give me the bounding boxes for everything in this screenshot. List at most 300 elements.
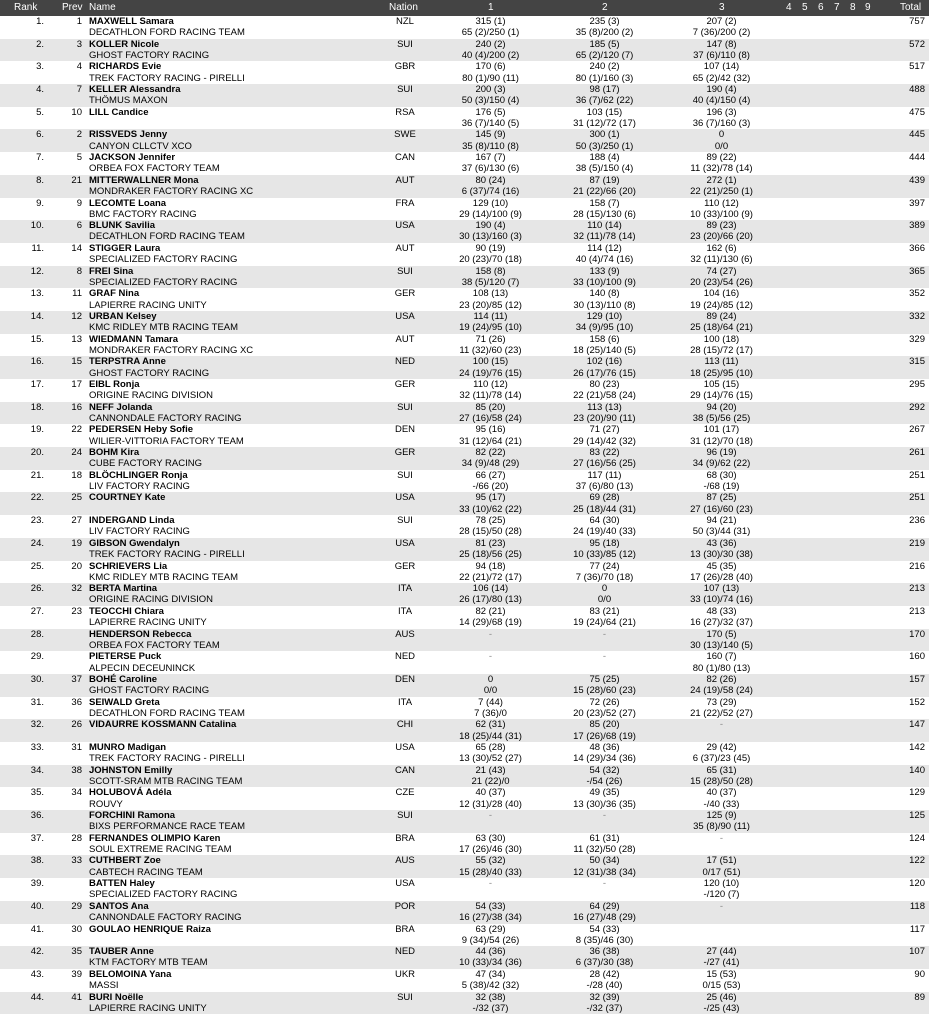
round-1-detail: 7 (36)/0 <box>474 707 507 719</box>
round-2-points: 69 (28) <box>589 492 620 504</box>
table-row <box>0 107 929 130</box>
team-name: ALPECIN DECEUNINCK <box>89 662 196 674</box>
prev-rank-cell: 17 <box>71 379 82 390</box>
total-points: 125 <box>909 810 925 822</box>
rider-name: LECOMTE Loana <box>89 197 167 209</box>
round-2-points: 48 (36) <box>589 742 620 753</box>
round-2-detail: -/28 (40) <box>586 980 623 992</box>
team-name: CABTECH RACING TEAM <box>89 866 203 878</box>
table-row <box>0 878 929 901</box>
prev-rank-cell: 27 <box>71 515 82 527</box>
total-points: 216 <box>909 560 925 572</box>
round-1-detail: 27 (16)/58 (24) <box>459 412 522 424</box>
team-name: BIXS PERFORMANCE RACE TEAM <box>89 821 246 833</box>
round-2-points: 300 (1) <box>589 129 620 141</box>
round-1-detail: 28 (15)/50 (28) <box>459 526 522 538</box>
table-row <box>0 152 929 175</box>
round-1-detail: 33 (10)/62 (22) <box>459 503 522 515</box>
prev-rank-cell: 15 <box>71 356 82 368</box>
rider-name: BOHM Kira <box>89 447 140 459</box>
team-name: DECATHLON FORD RACING TEAM <box>89 707 245 719</box>
rank-cell: 37. <box>30 832 44 844</box>
table-row <box>0 84 929 107</box>
round-3-detail: 32 (11)/130 (6) <box>690 254 753 266</box>
round-3-points: 45 (35) <box>706 560 737 572</box>
prev-rank-cell: 8 <box>76 265 82 277</box>
nation-cell: AUS <box>395 855 415 867</box>
team-name: CANNONDALE FACTORY RACING <box>89 412 242 424</box>
nation-cell: BRA <box>395 923 415 935</box>
round-2-points: 95 (18) <box>589 537 620 549</box>
rank-cell: 36. <box>30 810 44 822</box>
rank-cell: 29. <box>30 651 44 663</box>
rank-cell: 9. <box>36 197 44 209</box>
round-3-detail: 40 (4)/150 (4) <box>692 95 751 107</box>
table-row <box>0 334 929 357</box>
round-3-points: 110 (12) <box>704 197 739 209</box>
round-2-points: 188 (4) <box>589 152 620 164</box>
round-3-points: 48 (33) <box>706 605 737 617</box>
nation-cell: NED <box>394 946 416 958</box>
rider-name: VIDAURRE KOSSMANN Catalina <box>89 719 237 731</box>
team-name: ORIGINE RACING DIVISION <box>89 390 214 402</box>
team-name: LAPIERRE RACING UNITY <box>89 617 207 629</box>
prev-rank-cell: 12 <box>71 310 82 322</box>
nation-cell: USA <box>395 742 415 753</box>
table-row <box>0 674 929 697</box>
table-row <box>0 61 929 84</box>
round-3-points: 73 (29) <box>706 696 737 708</box>
nation-cell: USA <box>395 537 415 549</box>
table-row <box>0 379 929 402</box>
round-1-detail: 20 (23)/70 (18) <box>459 254 522 266</box>
prev-rank-cell: 25 <box>71 492 82 504</box>
round-2-points: 72 (26) <box>589 696 620 708</box>
round-1-points: 167 (7) <box>475 152 506 164</box>
round-2-detail: 32 (11)/78 (14) <box>573 231 636 243</box>
round-2-points: 64 (29) <box>589 900 620 912</box>
round-2-points: 64 (30) <box>589 515 620 527</box>
team-name: LIV FACTORY RACING <box>89 481 190 493</box>
round-1-points: 94 (18) <box>475 560 506 572</box>
rank-cell: 21. <box>30 469 44 481</box>
round-1-detail: 15 (28)/40 (33) <box>459 866 522 878</box>
table-row <box>0 606 929 629</box>
total-points: 122 <box>909 855 925 867</box>
round-3-points: 15 (53) <box>706 968 737 980</box>
table-row <box>0 492 929 515</box>
round-3-detail: 17 (26)/28 (40) <box>690 571 753 583</box>
rider-name: JACKSON Jennifer <box>89 152 176 164</box>
nation-cell: ITA <box>397 605 413 617</box>
prev-rank-cell: 36 <box>71 696 82 708</box>
rider-name: KOLLER Nicole <box>89 38 160 50</box>
round-3-points: 96 (19) <box>706 447 737 459</box>
team-name: SOUL EXTREME RACING TEAM <box>89 844 232 856</box>
round-3-points: 190 (4) <box>706 84 737 96</box>
team-name: CANYON CLLCTV XCO <box>89 140 192 152</box>
team-name: CUBE FACTORY RACING <box>89 458 202 470</box>
round-1-points: 63 (30) <box>475 832 506 844</box>
round-1-points: 108 (13) <box>472 288 509 300</box>
table-row <box>0 765 929 788</box>
prev-rank-cell: 18 <box>71 469 82 481</box>
round-1-points: 158 (8) <box>475 265 506 277</box>
header-prev: Prev <box>62 2 83 13</box>
round-2-detail: 80 (1)/160 (3) <box>575 72 634 84</box>
round-1-points: 78 (25) <box>475 515 506 527</box>
prev-rank-cell: 37 <box>71 673 82 685</box>
round-3-points: 147 (8) <box>706 38 737 50</box>
round-3-points: 68 (30) <box>706 469 737 481</box>
round-2-detail: 10 (33)/85 (12) <box>573 549 636 561</box>
nation-cell: SWE <box>394 129 416 141</box>
total-points: 365 <box>909 265 925 277</box>
table-row <box>0 311 929 334</box>
round-1-points: 129 (10) <box>472 197 509 209</box>
round-1-detail: 65 (2)/250 (1) <box>461 27 520 39</box>
round-2-points: 185 (5) <box>589 38 620 50</box>
team-name: LAPIERRE RACING UNITY <box>89 299 207 311</box>
nation-cell: GER <box>394 288 416 300</box>
rank-cell: 20. <box>30 447 44 459</box>
round-2-points: 235 (3) <box>589 16 620 27</box>
table-row <box>0 719 929 742</box>
round-1-detail: 5 (38)/42 (32) <box>461 980 520 992</box>
round-3-points: 107 (14) <box>703 61 740 73</box>
round-1-points: 0 <box>487 673 494 685</box>
round-3-points: 101 (17) <box>703 424 740 436</box>
round-1-detail: 10 (33)/34 (36) <box>459 957 522 969</box>
round-3-points: - <box>719 832 724 844</box>
round-1-detail: 37 (6)/130 (6) <box>461 163 520 175</box>
round-3-points: 170 (5) <box>706 628 737 640</box>
team-name: ROUVY <box>89 798 123 810</box>
rider-name: CUTHBERT Zoe <box>89 855 161 867</box>
round-1-detail: 16 (27)/38 (34) <box>459 912 522 924</box>
round-1-points: 81 (23) <box>475 537 506 549</box>
rider-name: TEOCCHI Chiara <box>89 605 164 617</box>
nation-cell: USA <box>395 220 415 232</box>
round-3-detail: 30 (13)/140 (5) <box>690 639 753 651</box>
round-3-detail: 11 (32)/78 (14) <box>690 163 753 175</box>
rider-name: RICHARDS Evie <box>89 61 162 73</box>
round-2-detail: 28 (15)/130 (6) <box>573 208 636 220</box>
rider-name: BELOMOINA Yana <box>89 968 172 980</box>
prev-rank-cell: 19 <box>71 537 82 549</box>
nation-cell: ITA <box>397 696 413 708</box>
round-3-detail: -/25 (43) <box>703 1002 740 1014</box>
rank-cell: 7. <box>36 152 44 164</box>
round-2-detail: 20 (23)/52 (27) <box>573 707 636 719</box>
header-round-1: 1 <box>488 2 494 13</box>
round-3-points: 89 (22) <box>706 152 737 164</box>
round-1-points: 54 (33) <box>475 900 506 912</box>
rank-cell: 27. <box>30 605 44 617</box>
rider-name: PIETERSE Puck <box>89 651 162 663</box>
round-1-detail: 30 (13)/160 (3) <box>459 231 522 243</box>
team-name: MASSI <box>89 980 119 992</box>
round-2-points: 75 (25) <box>589 673 620 685</box>
round-1-detail: 50 (3)/150 (4) <box>461 95 520 107</box>
header-round-7: 7 <box>834 2 840 13</box>
round-1-points: 40 (37) <box>475 787 506 799</box>
round-1-points: - <box>488 878 493 890</box>
round-2-points: 117 (11) <box>587 469 622 481</box>
nation-cell: GBR <box>394 61 416 73</box>
round-2-points: 0 <box>601 583 608 595</box>
round-1-detail: 22 (21)/72 (17) <box>459 571 522 583</box>
rider-name: MITTERWALLNER Mona <box>89 174 199 186</box>
round-1-points: 65 (28) <box>475 742 506 753</box>
table-row <box>0 855 929 878</box>
total-points: 444 <box>909 152 925 164</box>
total-points: 118 <box>909 900 925 912</box>
prev-rank-cell: 14 <box>71 242 82 254</box>
nation-cell: NED <box>394 651 416 663</box>
nation-cell: USA <box>395 878 415 890</box>
prev-rank-cell: 34 <box>71 787 82 799</box>
prev-rank-cell: 33 <box>71 855 82 867</box>
round-3-points: 89 (24) <box>706 310 737 322</box>
round-3-detail: 0/0 <box>714 140 729 152</box>
prev-rank-cell: 38 <box>71 764 82 776</box>
round-2-detail: 30 (13)/110 (8) <box>573 299 636 311</box>
prev-rank-cell: 10 <box>71 106 82 118</box>
round-3-detail: 50 (3)/44 (31) <box>692 526 751 538</box>
nation-cell: ITA <box>397 583 413 595</box>
round-1-detail: 12 (31)/28 (40) <box>459 798 522 810</box>
round-2-detail: 21 (22)/66 (20) <box>573 186 636 198</box>
header-rank: Rank <box>14 2 38 13</box>
round-2-points: 103 (15) <box>586 106 623 118</box>
team-name: GHOST FACTORY RACING <box>89 685 210 697</box>
round-3-detail: 25 (18)/64 (21) <box>690 322 753 334</box>
round-3-detail: -/27 (41) <box>703 957 740 969</box>
nation-cell: GER <box>394 560 416 572</box>
team-name: SCOTT-SRAM MTB RACING TEAM <box>89 775 243 787</box>
round-3-points: 162 (6) <box>706 242 737 254</box>
header-round-8: 8 <box>850 2 856 13</box>
nation-cell: SUI <box>397 469 413 481</box>
rank-cell: 25. <box>30 560 44 572</box>
round-1-detail: 40 (4)/200 (2) <box>461 49 520 61</box>
rider-name: FORCHINI Ramona <box>89 810 176 822</box>
total-points: 129 <box>909 787 925 799</box>
header-nation: Nation <box>389 2 418 13</box>
round-3-points: 125 (9) <box>706 810 737 822</box>
prev-rank-cell: 35 <box>71 946 82 958</box>
round-3-points: 207 (2) <box>706 16 737 27</box>
round-3-detail: 34 (9)/62 (22) <box>692 458 751 470</box>
round-1-points: 7 (44) <box>478 696 503 708</box>
round-3-detail: 15 (28)/50 (28) <box>690 775 753 787</box>
rank-cell: 39. <box>30 878 44 890</box>
round-1-points: 44 (36) <box>475 946 506 958</box>
nation-cell: CAN <box>394 764 416 776</box>
prev-rank-cell: 30 <box>71 923 82 935</box>
nation-cell: FRA <box>395 197 415 209</box>
round-1-points: 145 (9) <box>475 129 506 141</box>
header-round-6: 6 <box>818 2 824 13</box>
round-3-detail: 36 (7)/160 (3) <box>692 118 751 130</box>
round-1-points: 63 (29) <box>475 923 506 935</box>
round-2-detail: 33 (10)/100 (9) <box>573 276 636 288</box>
team-name: GHOST FACTORY RACING <box>89 49 210 61</box>
total-points: 170 <box>909 628 925 640</box>
nation-cell: SUI <box>397 38 413 50</box>
prev-rank-cell: 28 <box>71 832 82 844</box>
round-3-detail: -/120 (7) <box>703 889 740 901</box>
total-points: 757 <box>909 16 925 27</box>
round-3-points: - <box>719 900 724 912</box>
table-row <box>0 129 929 152</box>
rider-name: TERPSTRA Anne <box>89 356 166 368</box>
round-3-detail: 7 (36)/200 (2) <box>692 27 751 39</box>
table-row <box>0 651 929 674</box>
round-1-points: 71 (26) <box>475 333 506 345</box>
round-1-detail: -/32 (37) <box>472 1002 509 1014</box>
standings-table <box>0 16 929 1014</box>
rider-name: EIBL Ronja <box>89 379 140 390</box>
rider-name: WIEDMANN Tamara <box>89 333 179 345</box>
team-name: DECATHLON FORD RACING TEAM <box>89 27 245 39</box>
round-1-points: 200 (3) <box>475 84 506 96</box>
prev-rank-cell: 1 <box>76 16 82 27</box>
round-3-points: 25 (46) <box>706 991 737 1003</box>
team-name: LIV FACTORY RACING <box>89 526 190 538</box>
round-2-detail: 6 (37)/30 (38) <box>575 957 634 969</box>
prev-rank-cell: 29 <box>71 900 82 912</box>
round-1-points: 114 (11) <box>473 310 508 322</box>
prev-rank-cell: 41 <box>71 991 82 1003</box>
round-2-points: 77 (24) <box>589 560 620 572</box>
round-3-points: 29 (42) <box>706 742 737 753</box>
round-2-points: - <box>602 651 607 663</box>
prev-rank-cell: 32 <box>71 583 82 595</box>
round-2-detail: 19 (24)/64 (21) <box>573 617 636 629</box>
round-3-detail: 24 (19)/58 (24) <box>690 685 753 697</box>
round-1-detail: 32 (11)/78 (14) <box>459 390 522 402</box>
round-3-detail: 23 (20)/66 (20) <box>690 231 753 243</box>
total-points: 389 <box>909 220 925 232</box>
rider-name: MUNRO Madigan <box>89 742 167 753</box>
total-points: 295 <box>909 379 925 390</box>
nation-cell: AUT <box>395 242 415 254</box>
round-2-detail: 16 (27)/48 (29) <box>573 912 636 924</box>
rank-cell: 19. <box>30 424 44 436</box>
table-row <box>0 16 929 39</box>
team-name: THÖMUS MAXON <box>89 95 168 107</box>
nation-cell: USA <box>395 492 415 504</box>
round-2-detail: 31 (12)/72 (17) <box>573 118 636 130</box>
total-points: 439 <box>909 174 925 186</box>
round-1-detail: 14 (29)/68 (19) <box>459 617 522 629</box>
header-round-3: 3 <box>719 2 725 13</box>
round-2-points: 83 (21) <box>589 605 620 617</box>
rank-cell: 18. <box>30 401 44 413</box>
round-1-detail: 34 (9)/48 (29) <box>461 458 520 470</box>
round-3-points: 87 (25) <box>706 492 737 504</box>
prev-rank-cell: 20 <box>71 560 82 572</box>
header-round-5: 5 <box>802 2 808 13</box>
prev-rank-cell: 5 <box>76 152 82 164</box>
round-3-points: 65 (31) <box>706 764 737 776</box>
header-round-2: 2 <box>602 2 608 13</box>
total-points: 152 <box>909 696 925 708</box>
round-1-detail: 35 (8)/110 (8) <box>462 140 519 152</box>
round-1-points: 190 (4) <box>475 220 506 232</box>
rank-cell: 2. <box>36 38 44 50</box>
round-2-points: 71 (27) <box>589 424 620 436</box>
team-name: LAPIERRE RACING UNITY <box>89 1002 207 1014</box>
round-3-detail: -/40 (33) <box>703 798 740 810</box>
prev-rank-cell: 7 <box>76 84 82 96</box>
table-row <box>0 787 929 810</box>
total-points: 445 <box>909 129 925 141</box>
round-1-detail: 6 (37)/74 (16) <box>461 186 520 198</box>
nation-cell: BRA <box>395 832 415 844</box>
total-points: 157 <box>909 673 925 685</box>
round-2-detail: 8 (35)/46 (30) <box>575 934 634 946</box>
round-3-points: 89 (23) <box>706 220 737 232</box>
nation-cell: CZE <box>395 787 415 799</box>
round-2-detail: 11 (32)/50 (28) <box>573 844 636 856</box>
round-2-points: 113 (13) <box>587 401 622 413</box>
prev-rank-cell: 9 <box>76 197 82 209</box>
round-3-points: 113 (11) <box>704 356 739 368</box>
rider-name: BLÖCHLINGER Ronja <box>89 469 188 481</box>
round-2-detail: 35 (8)/200 (2) <box>575 27 634 39</box>
table-row <box>0 470 929 493</box>
round-2-points: 98 (17) <box>589 84 620 96</box>
team-name: MONDRAKER FACTORY RACING XC <box>89 186 254 198</box>
round-1-detail: 80 (1)/90 (11) <box>462 72 519 84</box>
table-row <box>0 901 929 924</box>
total-points: 120 <box>909 878 925 890</box>
round-1-detail: 24 (19)/76 (15) <box>459 367 522 379</box>
round-2-points: - <box>602 878 607 890</box>
rider-name: URBAN Kelsey <box>89 310 157 322</box>
total-points: 488 <box>909 84 925 96</box>
total-points: 315 <box>909 356 925 368</box>
nation-cell: CAN <box>394 152 416 164</box>
total-points: 397 <box>909 197 925 209</box>
round-3-detail: 18 (25)/95 (10) <box>690 367 753 379</box>
rider-name: BLUNK Savilia <box>89 220 155 232</box>
table-row <box>0 992 929 1015</box>
round-3-detail: 65 (2)/42 (32) <box>692 72 751 84</box>
rider-name: BOHÉ Caroline <box>89 673 158 685</box>
team-name: KMC RIDLEY MTB RACING TEAM <box>89 571 239 583</box>
round-3-detail: 21 (22)/52 (27) <box>690 707 753 719</box>
total-points: 236 <box>909 515 925 527</box>
team-name: MONDRAKER FACTORY RACING XC <box>89 344 254 356</box>
round-2-points: 87 (19) <box>589 174 620 186</box>
round-2-detail: 12 (31)/38 (34) <box>573 866 636 878</box>
total-points: 517 <box>909 61 925 73</box>
round-1-points: - <box>488 628 493 640</box>
round-3-detail: 10 (33)/100 (9) <box>690 208 753 220</box>
prev-rank-cell: 23 <box>71 605 82 617</box>
round-1-points: 82 (21) <box>475 605 506 617</box>
round-3-detail: 38 (5)/56 (25) <box>692 412 751 424</box>
nation-cell: SUI <box>397 810 413 822</box>
round-1-points: 80 (24) <box>475 174 506 186</box>
prev-rank-cell: 21 <box>71 174 82 186</box>
round-3-points: 104 (16) <box>703 288 740 300</box>
round-2-points: 32 (39) <box>589 991 620 1003</box>
